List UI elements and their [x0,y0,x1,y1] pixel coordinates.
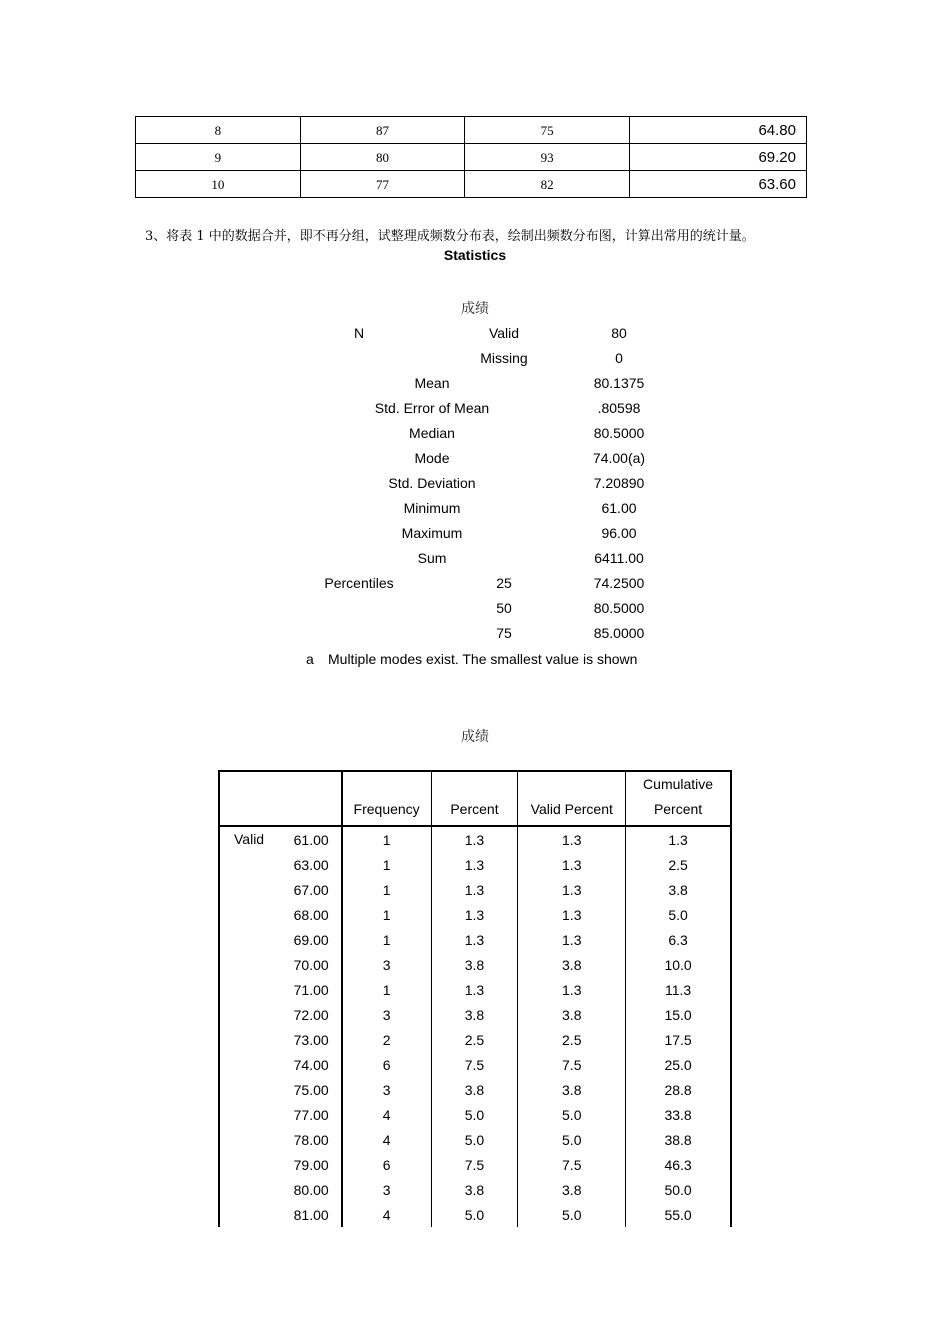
frequency-cell: 1 [342,977,431,1002]
cumulative-percent-cell: 17.5 [626,1027,731,1052]
percent-cell: 1.3 [431,977,518,1002]
table-row [219,952,731,977]
valid-percent-cell: 3.8 [518,1002,626,1027]
table-row [219,852,731,877]
valid-group-label: Valid [234,831,265,847]
cumulative-percent-cell: 6.3 [626,927,731,952]
frequency-table [218,770,732,1227]
frequency-caption: 成绩 [461,729,489,745]
table-row [219,1077,731,1102]
value-cell [219,826,342,852]
cumulative-percent-cell: 28.8 [626,1077,731,1102]
valid-percent-cell: 5.0 [518,1127,626,1152]
header-empty [219,771,342,826]
stat-label: Maximum [401,525,463,541]
percent-cell: 3.8 [431,1177,518,1202]
cumulative-percent-cell: 10.0 [626,952,731,977]
frequency-cell: 1 [342,902,431,927]
valid-percent-cell: 1.3 [518,877,626,902]
value-cell [219,1127,342,1152]
value-cell [219,1052,342,1077]
cumulative-percent-cell: 50.0 [626,1177,731,1202]
value-cell [219,877,342,902]
valid-percent-cell: 1.3 [518,927,626,952]
stat-label: Minimum [403,500,461,516]
table-row [219,1052,731,1077]
frequency-cell: 1 [342,852,431,877]
valid-value: 80 [611,325,627,341]
header-cumulative-line2: Percent [653,801,703,817]
footnote [306,651,637,667]
percent-cell: 5.0 [431,1102,518,1127]
value-cell [219,952,342,977]
frequency-cell: 6 [342,1052,431,1077]
header-cumulative-percent [626,771,731,826]
table-cell: 75 [465,117,630,144]
cumulative-percent-cell: 25.0 [626,1052,731,1077]
frequency-cell: 2 [342,1027,431,1052]
stat-value: 7.20890 [593,475,645,491]
score-value: 61.00 [293,831,329,848]
cumulative-percent-cell: 5.0 [626,902,731,927]
stat-value: 80.1375 [593,375,645,391]
table-row [219,1202,731,1227]
percentile-level: 50 [496,600,512,616]
percentile-level: 25 [496,575,512,591]
stat-label: Sum [417,550,447,566]
n-label: N [353,325,365,341]
table-cell: 93 [465,144,630,171]
value-cell [219,1152,342,1177]
percent-cell: 1.3 [431,852,518,877]
stat-value: 74.00(a) [592,450,646,466]
footnote-text: Multiple modes exist. The smallest value is shown [328,651,638,667]
cumulative-percent-cell: 2.5 [626,852,731,877]
frequency-cell: 3 [342,1177,431,1202]
stat-value: 6411.00 [594,550,644,566]
stat-value: 80.5000 [593,425,645,441]
table-row [136,117,807,144]
stat-value: 61.00 [601,500,637,516]
frequency-cell: 6 [342,1152,431,1177]
percentile-level: 75 [496,625,512,641]
percent-cell: 3.8 [431,1002,518,1027]
table-row [219,1102,731,1127]
statistics-heading: Statistics [443,247,507,263]
cumulative-percent-cell: 38.8 [626,1127,731,1152]
percent-cell: 5.0 [431,1202,518,1227]
percent-cell: 3.8 [431,1077,518,1102]
cumulative-percent-cell: 11.3 [626,977,731,1002]
percentile-value: 74.2500 [593,575,645,591]
score-value: 73.00 [293,1031,329,1048]
stat-value: .80598 [597,400,641,416]
frequency-cell: 4 [342,1102,431,1127]
score-value: 81.00 [293,1206,329,1223]
table-cell: 80 [300,144,465,171]
stat-value: 96.00 [601,525,637,541]
valid-percent-cell: 1.3 [518,902,626,927]
table-row [219,826,731,852]
stat-label: Mode [414,450,450,466]
percent-cell: 1.3 [431,826,518,852]
value-cell [219,927,342,952]
table-row [219,927,731,952]
score-value: 80.00 [293,1181,329,1198]
header-percent: Percent [431,771,518,826]
table-row [219,1027,731,1052]
frequency-cell: 1 [342,927,431,952]
score-value: 77.00 [293,1106,329,1123]
valid-label: Valid [488,325,520,341]
table-cell: 69.20 [629,144,806,171]
cumulative-percent-cell: 1.3 [626,826,731,852]
table-cell: 77 [300,171,465,198]
score-table [135,116,807,198]
value-cell [219,1177,342,1202]
score-value: 69.00 [293,931,329,948]
score-value: 74.00 [293,1056,329,1073]
percent-cell: 7.5 [431,1152,518,1177]
table-cell: 64.80 [629,117,806,144]
table-cell: 82 [465,171,630,198]
stat-label: Std. Deviation [388,475,476,491]
table-row [136,171,807,198]
valid-percent-cell: 5.0 [518,1102,626,1127]
statistics-caption: 成绩 [461,301,489,317]
valid-percent-cell: 7.5 [518,1052,626,1077]
table-header-row [219,771,731,826]
score-value: 63.00 [293,856,329,873]
header-valid-percent: Valid Percent [518,771,626,826]
score-value: 71.00 [293,981,329,998]
stat-label: Std. Error of Mean [374,400,490,416]
table-row [136,144,807,171]
table-row [219,1177,731,1202]
frequency-cell: 3 [342,1002,431,1027]
table-cell: 9 [136,144,301,171]
footnote-mark: a [306,651,314,667]
value-cell [219,977,342,1002]
table-row [219,1152,731,1177]
valid-percent-cell: 3.8 [518,952,626,977]
instruction-text: 3、将表 1 中的数据合并，即不再分组，试整理成频数分布表，绘制出频数分布图，计算出常用的统计量。 [145,229,755,244]
cumulative-percent-cell: 55.0 [626,1202,731,1227]
frequency-cell: 3 [342,952,431,977]
valid-percent-cell: 3.8 [518,1077,626,1102]
header-cumulative-line1: Cumulative [643,776,714,792]
table-row [219,902,731,927]
score-value: 75.00 [293,1081,329,1098]
cumulative-percent-cell: 3.8 [626,877,731,902]
frequency-cell: 4 [342,1127,431,1152]
valid-percent-cell: 5.0 [518,1202,626,1227]
valid-percent-cell: 7.5 [518,1152,626,1177]
missing-value: 0 [615,350,623,366]
table-cell: 87 [300,117,465,144]
percent-cell: 3.8 [431,952,518,977]
valid-percent-cell: 1.3 [518,826,626,852]
stat-label: Mean [414,375,450,391]
value-cell [219,1102,342,1127]
score-value: 78.00 [293,1131,329,1148]
score-value: 67.00 [293,881,329,898]
score-value: 72.00 [293,1006,329,1023]
cumulative-percent-cell: 33.8 [626,1102,731,1127]
table-cell: 8 [136,117,301,144]
value-cell [219,1002,342,1027]
value-cell [219,1077,342,1102]
valid-percent-cell: 1.3 [518,977,626,1002]
percent-cell: 1.3 [431,927,518,952]
valid-percent-cell: 1.3 [518,852,626,877]
table-cell: 10 [136,171,301,198]
percentiles-label: Percentiles [324,575,394,591]
percent-cell: 2.5 [431,1027,518,1052]
percentile-value: 85.0000 [593,625,645,641]
table-row [219,1127,731,1152]
frequency-cell: 1 [342,826,431,852]
table-row [219,877,731,902]
header-frequency: Frequency [342,771,431,826]
percentile-value: 80.5000 [593,600,645,616]
score-value: 79.00 [293,1156,329,1173]
percent-cell: 1.3 [431,877,518,902]
value-cell [219,1202,342,1227]
cumulative-percent-cell: 15.0 [626,1002,731,1027]
value-cell [219,902,342,927]
table-row [219,977,731,1002]
percent-cell: 5.0 [431,1127,518,1152]
frequency-cell: 4 [342,1202,431,1227]
stat-label: Median [409,425,455,441]
valid-percent-cell: 3.8 [518,1177,626,1202]
score-value: 68.00 [293,906,329,923]
percent-cell: 7.5 [431,1052,518,1077]
score-value: 70.00 [293,956,329,973]
percent-cell: 1.3 [431,902,518,927]
table-cell: 63.60 [629,171,806,198]
frequency-cell: 3 [342,1077,431,1102]
frequency-cell: 1 [342,877,431,902]
table-row [219,1002,731,1027]
value-cell [219,852,342,877]
valid-percent-cell: 2.5 [518,1027,626,1052]
missing-label: Missing [480,350,528,366]
cumulative-percent-cell: 46.3 [626,1152,731,1177]
value-cell [219,1027,342,1052]
